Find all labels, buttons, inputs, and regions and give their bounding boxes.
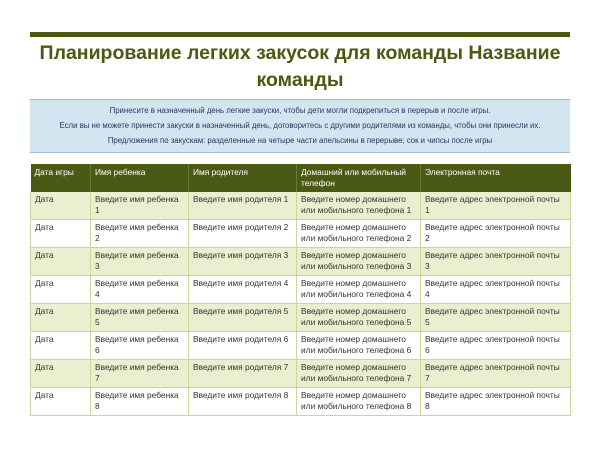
title-rule — [30, 32, 570, 37]
instruction-line-1[interactable]: Принесите в назначенный день легкие закуски, чтобы дети могли подкрепиться в перерыв и после игры. — [109, 106, 491, 115]
phone-cell[interactable]: Введите номер домашнего или мобильного телефона 7 — [297, 360, 421, 388]
header-game-date: Дата игры — [31, 164, 91, 192]
parent-name-cell[interactable]: Введите имя родителя 5 — [189, 304, 297, 332]
game-date-cell[interactable]: Дата — [31, 276, 91, 304]
game-date-cell[interactable]: Дата — [31, 332, 91, 360]
email-cell[interactable]: Введите адрес электронной почты 6 — [421, 332, 571, 360]
child-name-cell[interactable]: Введите имя ребенка 5 — [91, 304, 189, 332]
email-cell[interactable]: Введите адрес электронной почты 7 — [421, 360, 571, 388]
table-row — [31, 388, 571, 416]
phone-cell[interactable]: Введите номер домашнего или мобильного телефона 8 — [297, 388, 421, 416]
table-header-row — [31, 164, 571, 192]
header-email: Электронная почта — [421, 164, 571, 192]
child-name-cell[interactable]: Введите имя ребенка 7 — [91, 360, 189, 388]
table-row — [31, 192, 571, 220]
instruction-line-2[interactable]: Если вы не можете принести закуски в назначенный день, договоритесь с другими родителями из команды, чтобы они принесли их. — [59, 121, 541, 130]
phone-cell[interactable]: Введите номер домашнего или мобильного телефона 2 — [297, 220, 421, 248]
table-row — [31, 304, 571, 332]
child-name-cell[interactable]: Введите имя ребенка 3 — [91, 248, 189, 276]
email-cell[interactable]: Введите адрес электронной почты 2 — [421, 220, 571, 248]
table-row — [31, 360, 571, 388]
child-name-cell[interactable]: Введите имя ребенка 1 — [91, 192, 189, 220]
header-child-name: Имя ребенка — [91, 164, 189, 192]
parent-name-cell[interactable]: Введите имя родителя 6 — [189, 332, 297, 360]
email-cell[interactable]: Введите адрес электронной почты 1 — [421, 192, 571, 220]
parent-name-cell[interactable]: Введите имя родителя 7 — [189, 360, 297, 388]
table-row — [31, 276, 571, 304]
document-page — [30, 32, 570, 416]
phone-cell[interactable]: Введите номер домашнего или мобильного телефона 6 — [297, 332, 421, 360]
game-date-cell[interactable]: Дата — [31, 388, 91, 416]
game-date-cell[interactable]: Дата — [31, 248, 91, 276]
parent-name-cell[interactable]: Введите имя родителя 2 — [189, 220, 297, 248]
header-parent-name: Имя родителя — [189, 164, 297, 192]
table-row — [31, 248, 571, 276]
email-cell[interactable]: Введите адрес электронной почты 5 — [421, 304, 571, 332]
game-date-cell[interactable]: Дата — [31, 192, 91, 220]
instructions-box — [30, 99, 570, 153]
email-cell[interactable]: Введите адрес электронной почты 4 — [421, 276, 571, 304]
child-name-cell[interactable]: Введите имя ребенка 2 — [91, 220, 189, 248]
parent-name-cell[interactable]: Введите имя родителя 4 — [189, 276, 297, 304]
header-phone: Домашний или мобильный телефон — [297, 164, 421, 192]
table-row — [31, 220, 571, 248]
parent-name-cell[interactable]: Введите имя родителя 8 — [189, 388, 297, 416]
table-row — [31, 332, 571, 360]
game-date-cell[interactable]: Дата — [31, 220, 91, 248]
page-title[interactable]: Планирование легких закусок для команды Название команды — [39, 42, 561, 91]
parent-name-cell[interactable]: Введите имя родителя 1 — [189, 192, 297, 220]
game-date-cell[interactable]: Дата — [31, 360, 91, 388]
email-cell[interactable]: Введите адрес электронной почты 3 — [421, 248, 571, 276]
phone-cell[interactable]: Введите номер домашнего или мобильного телефона 4 — [297, 276, 421, 304]
child-name-cell[interactable]: Введите имя ребенка 6 — [91, 332, 189, 360]
email-cell[interactable]: Введите адрес электронной почты 8 — [421, 388, 571, 416]
phone-cell[interactable]: Введите номер домашнего или мобильного телефона 5 — [297, 304, 421, 332]
phone-cell[interactable]: Введите номер домашнего или мобильного телефона 3 — [297, 248, 421, 276]
child-name-cell[interactable]: Введите имя ребенка 8 — [91, 388, 189, 416]
child-name-cell[interactable]: Введите имя ребенка 4 — [91, 276, 189, 304]
game-date-cell[interactable]: Дата — [31, 304, 91, 332]
parent-name-cell[interactable]: Введите имя родителя 3 — [189, 248, 297, 276]
snack-schedule-table — [30, 164, 571, 416]
instruction-line-3[interactable]: Предложения по закускам: разделенные на четыре части апельсины в перерыве; сок и чипсы после игры — [107, 136, 493, 145]
phone-cell[interactable]: Введите номер домашнего или мобильного телефона 1 — [297, 192, 421, 220]
